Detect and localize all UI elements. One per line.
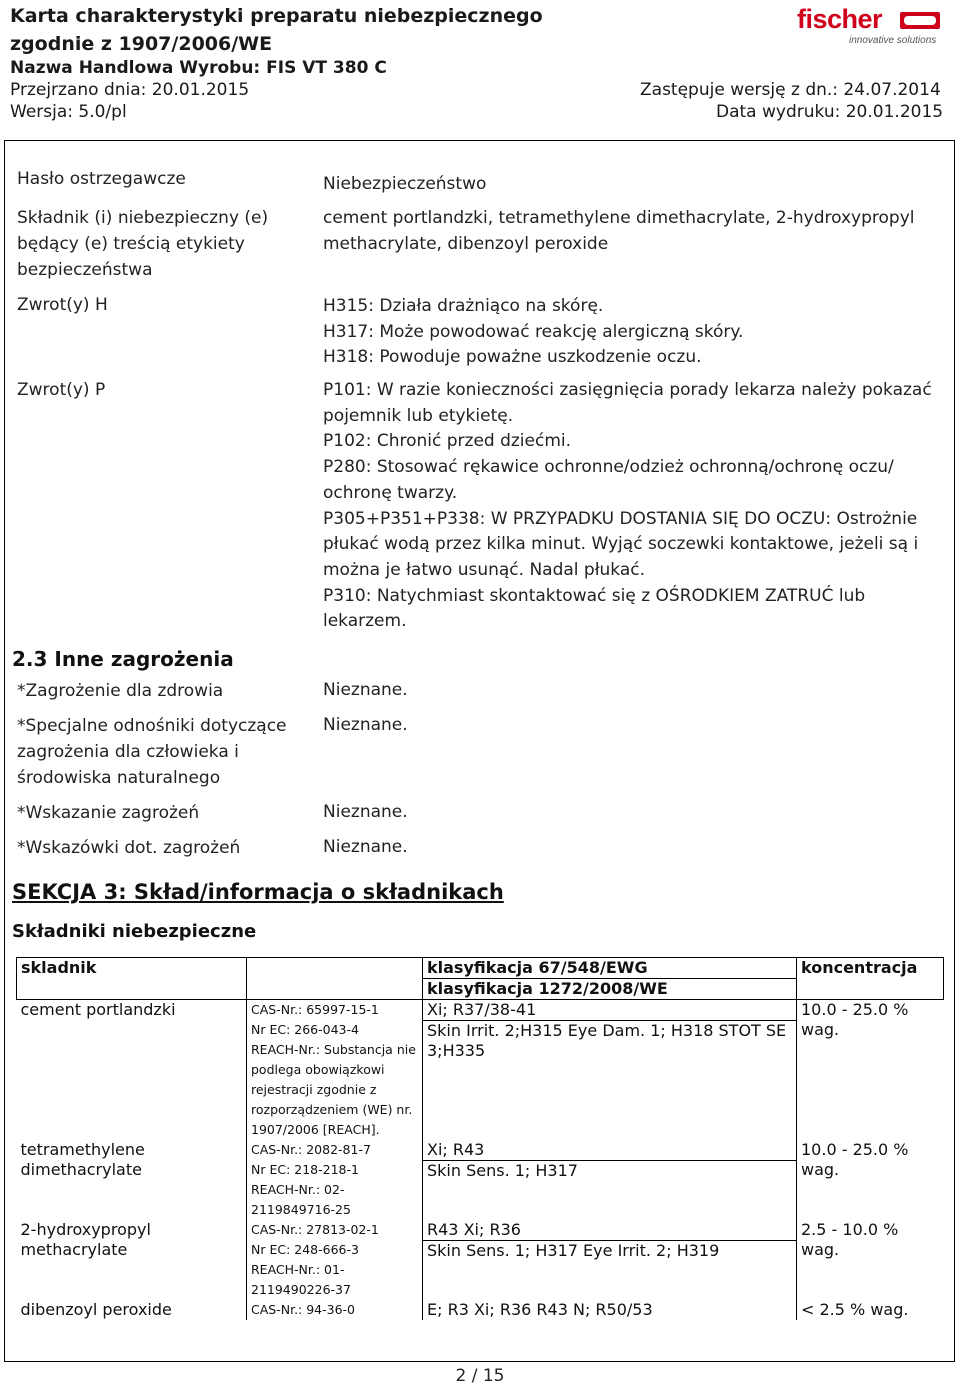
component-name: dibenzoyl peroxide — [20, 1300, 172, 1319]
document-title-regulation: zgodnie z 1907/2006/WE — [10, 33, 273, 55]
signal-word-label: Hasło ostrzegawcze — [17, 169, 186, 189]
reach-number: REACH-Nr.: 01-2119490226-37 — [251, 1262, 351, 1297]
component-classification — [423, 1140, 797, 1220]
table-row — [17, 1140, 944, 1220]
other-hazard-value: Nieznane. — [323, 837, 408, 857]
version: Wersja: 5.0/pl — [10, 102, 127, 122]
header-concentration: koncentracja — [797, 958, 944, 1000]
logo-badge-icon — [900, 12, 940, 29]
component-classification — [423, 1000, 797, 1141]
section-2-3-title: 2.3 Inne zagrożenia — [12, 647, 234, 671]
ec-number: Nr EC: 218-218-1 — [251, 1162, 359, 1177]
table-row — [17, 1300, 944, 1320]
other-hazard-value: Nieznane. — [323, 802, 408, 822]
checked-date: Przejrzano dnia: 20.01.2015 — [10, 80, 250, 100]
logo-wordmark: fischer — [797, 4, 883, 34]
section-3-title: SEKCJA 3: Skład/informacja o składnikach — [12, 880, 504, 904]
component-name: tetramethylene dimethacrylate — [20, 1140, 145, 1179]
header-identifiers — [247, 958, 423, 1000]
header-classification — [423, 958, 797, 1000]
header-classification-1272: klasyfikacja 1272/2008/WE — [427, 979, 668, 998]
supersedes-date: Zastępuje wersję z dn.: 24.07.2014 — [640, 80, 941, 100]
other-hazard-label: *Wskazówki dot. zagrożeń — [17, 838, 241, 858]
h-statement: H318: Powoduje poważne uszkodzenie oczu. — [323, 347, 702, 368]
p-statements-list — [323, 378, 935, 635]
classification-67: Xi; R43 — [423, 1140, 796, 1161]
p-statement: P102: Chronić przed dziećmi. — [323, 431, 572, 452]
header-classification-67: klasyfikacja 67/548/EWG — [423, 958, 796, 979]
classification-1272: Skin Sens. 1; H317 — [427, 1161, 578, 1180]
signal-word-value: Niebezpieczeństwo — [323, 174, 487, 194]
component-name: cement portlandzki — [20, 1000, 176, 1019]
other-hazard-value: Nieznane. — [323, 680, 408, 700]
cas-number: CAS-Nr.: 94-36-0 — [251, 1302, 356, 1317]
hazardous-components-value: cement portlandzki, tetramethylene dimethacrylate, 2-hydroxypropyl methacrylate, dibenzoyl peroxide — [323, 208, 915, 254]
document-title: Karta charakterystyki preparatu niebezpiecznego — [10, 5, 543, 27]
component-ids — [247, 1300, 423, 1320]
cas-number: CAS-Nr.: 27813-02-1 — [251, 1222, 379, 1237]
table-header-row — [17, 958, 944, 1000]
trade-name: Nazwa Handlowa Wyrobu: FIS VT 380 C — [10, 58, 387, 78]
ec-number: Nr EC: 248-666-3 — [251, 1242, 359, 1257]
components-table — [16, 957, 944, 1320]
table-row — [17, 1220, 944, 1300]
page-number: 2 / 15 — [455, 1366, 505, 1386]
h-statements-list — [323, 294, 948, 371]
component-classification — [423, 1300, 797, 1320]
table-row — [17, 1000, 944, 1141]
component-ids — [247, 1000, 423, 1141]
reach-number: REACH-Nr.: 02-2119849716-25 — [251, 1182, 351, 1217]
component-concentration: 10.0 - 25.0 % wag. — [797, 1140, 944, 1220]
other-hazard-label: *Wskazanie zagrożeń — [17, 803, 200, 823]
p-statement: P280: Stosować rękawice ochronne/odzież ochronną/ochronę oczu/ ochronę twarzy. — [323, 457, 894, 503]
classification-67: Xi; R37/38-41 — [423, 1000, 796, 1021]
component-name: 2-hydroxypropyl methacrylate — [20, 1220, 151, 1259]
cas-number: CAS-Nr.: 2082-81-7 — [251, 1142, 371, 1157]
fischer-logo — [797, 4, 947, 49]
component-concentration: 2.5 - 10.0 % wag. — [797, 1220, 944, 1300]
component-concentration: 10.0 - 25.0 % wag. — [797, 1000, 944, 1141]
p-statement: P310: Natychmiast skontaktować się z OŚRODKIEM ZATRUĆ lub lekarzem. — [323, 585, 866, 632]
classification-67: E; R3 Xi; R36 R43 N; R50/53 — [427, 1300, 653, 1319]
other-hazard-label: *Zagrożenie dla zdrowia — [17, 681, 224, 701]
classification-1272: Skin Irrit. 2;H315 Eye Dam. 1; H318 STOT SE 3;H335 — [427, 1021, 787, 1060]
component-ids — [247, 1140, 423, 1220]
h-statement: H317: Może powodować reakcję alergiczną skóry. — [323, 321, 744, 342]
classification-1272: Skin Sens. 1; H317 Eye Irrit. 2; H319 — [427, 1241, 720, 1260]
component-classification — [423, 1220, 797, 1300]
p-statements-label: Zwrot(y) P — [17, 380, 106, 400]
component-concentration: < 2.5 % wag. — [797, 1300, 944, 1320]
section-3-subtitle: Składniki niebezpieczne — [12, 921, 257, 942]
reach-number: REACH-Nr.: Substancja nie podlega obowiązkowi rejestracji zgodnie z rozporządzeniem (WE) nr. 1907/2006 [REACH]. — [251, 1042, 416, 1137]
component-ids — [247, 1220, 423, 1300]
header-component: skladnik — [17, 958, 247, 1000]
other-hazard-value: Nieznane. — [323, 715, 408, 735]
print-date: Data wydruku: 20.01.2015 — [716, 102, 944, 122]
classification-67: R43 Xi; R36 — [423, 1220, 796, 1241]
p-statement: P101: W razie konieczności zasięgnięcia porady lekarza należy pokazać pojemnik lub etykietę. — [323, 380, 932, 426]
hazardous-components-label: Składnik (i) niebezpieczny (e) będący (e) treścią etykiety bezpieczeństwa — [17, 208, 269, 280]
cas-number: CAS-Nr.: 65997-15-1 — [251, 1002, 379, 1017]
other-hazard-label: *Specjalne odnośniki dotyczące zagrożenia dla człowieka i środowiska naturalnego — [17, 716, 287, 788]
p-statement: P305+P351+P338: W PRZYPADKU DOSTANIA SIĘ DO OCZU: Ostrożnie płukać wodą przez kilka minut. Wyjąć soczewki kontaktowe, jeżeli są i można je łatwo usunąć. Nadal płukać. — [323, 508, 919, 580]
ec-number: Nr EC: 266-043-4 — [251, 1022, 359, 1037]
h-statements-label: Zwrot(y) H — [17, 295, 108, 315]
logo-tagline: innovative solutions — [849, 35, 937, 46]
h-statement: H315: Działa drażniąco na skórę. — [323, 296, 604, 316]
